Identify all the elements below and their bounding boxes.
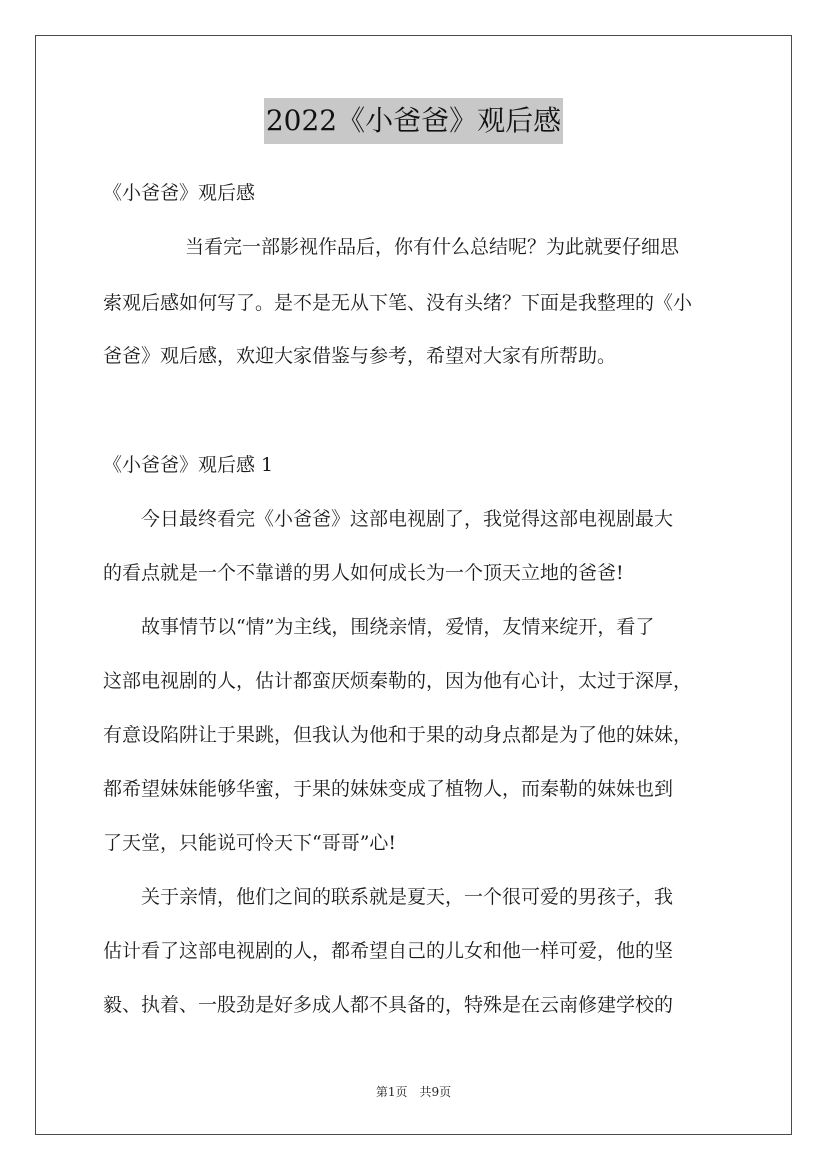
paragraph-line: 有意设陷阱让于果跳，但我认为他和于果的动身点都是为了他的妹妹， xyxy=(103,724,693,746)
paragraph-line: 的看点就是一个不靠谱的男人如何成长为一个顶天立地的爸爸! xyxy=(103,562,624,584)
page-total: 共9页 xyxy=(419,1085,452,1099)
paragraph-line: 这部电视剧的人，估计都蛮厌烦秦勒的，因为他有心计，太过于深厚， xyxy=(103,670,693,692)
document-title: 2022《小爸爸》观后感 xyxy=(264,98,563,144)
paragraph-line: 关于亲情，他们之间的联系就是夏天，一个很可爱的男孩子，我 xyxy=(141,886,674,908)
title-container xyxy=(0,98,827,144)
paragraph-line: 了天堂，只能说可怜天下“哥哥”心! xyxy=(103,832,397,854)
paragraph-line: 都希望妹妹能够华蜜，于果的妹妹变成了植物人，而秦勒的妹妹也到 xyxy=(103,778,674,800)
subtitle-line: 《小爸爸》观后感 xyxy=(103,182,256,204)
paragraph-line: 今日最终看完《小爸爸》这部电视剧了，我觉得这部电视剧最大 xyxy=(141,508,674,530)
paragraph-line: 估计看了这部电视剧的人，都希望自己的儿女和他一样可爱，他的坚 xyxy=(103,940,674,962)
page-footer xyxy=(0,1084,827,1100)
section-heading: 《小爸爸》观后感 1 xyxy=(103,454,274,476)
paragraph-line: 当看完一部影视作品后，你有什么总结呢？为此就要仔细思 xyxy=(185,236,680,258)
page-number: 第1页 xyxy=(375,1085,408,1099)
paragraph-line: 毅、执着、一股劲是好多成人都不具备的，特殊是在云南修建学校的 xyxy=(103,994,674,1016)
paragraph-line: 故事情节以“情”为主线，围绕亲情，爱情，友情来绽开，看了 xyxy=(141,616,655,638)
paragraph-line: 爸爸》观后感，欢迎大家借鉴与参考，希望对大家有所帮助。 xyxy=(103,345,617,367)
paragraph-line: 索观后感如何写了。是不是无从下笔、没有头绪？下面是我整理的《小 xyxy=(103,292,693,314)
